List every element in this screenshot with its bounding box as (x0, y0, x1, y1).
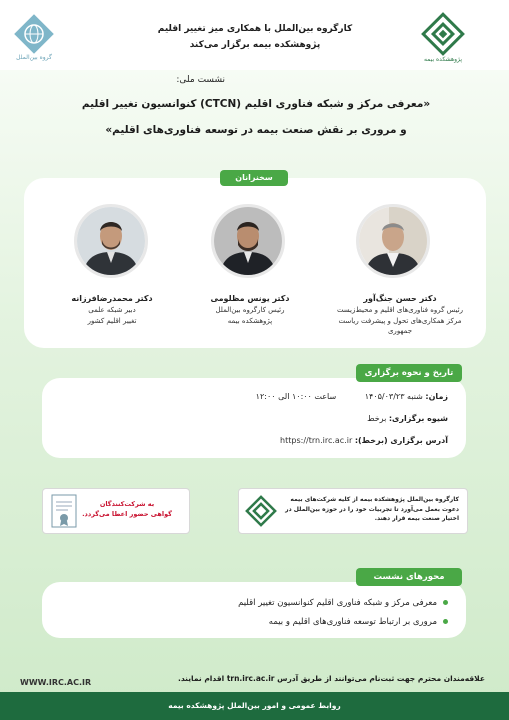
bottom-bar-text: روابط عمومی و امور بین‌الملل پژوهشکده بیمه (168, 701, 341, 710)
date-label: زمان: (425, 392, 448, 401)
speaker-2-role1: رئیس کارگروه بین‌الملل (215, 306, 285, 314)
workshop-title-line2: پژوهشکده بیمه برگزار می‌کند (189, 40, 321, 50)
topics-card (42, 582, 466, 638)
speaker-1 (330, 294, 470, 337)
certificate-line2: گواهی حضور اعطا می‌گردد. (82, 510, 172, 519)
details-label: تاریخ و نحوه برگزاری (356, 364, 462, 382)
workshop-title-line1: کارگروه بین‌الملل با همکاری میز تغییر اقلیم (157, 24, 353, 34)
speaker-photo-3 (74, 204, 148, 278)
speaker-1-role2: مرکز همکاری‌های تحول و پیشرفت ریاست جمهوری (338, 316, 462, 335)
details-card (42, 378, 466, 458)
speaker-photo-2 (211, 204, 285, 278)
certificate-line1: به شرکت‌کنندگان (99, 500, 155, 508)
session-label: نشست ملی: (176, 75, 225, 85)
speaker-2-role2: پژوهشکده بیمه (227, 316, 273, 325)
speaker-2 (180, 294, 320, 326)
invitation-line3: اختیار صنعت بیمه قرار دهند. (374, 515, 459, 523)
speaker-3-role1: دبیر شبکه علمی (88, 306, 136, 314)
bullet-icon (443, 619, 448, 624)
speaker-1-role1: رئیس گروه فناوری‌های اقلیم و محیط‌زیست (336, 306, 464, 314)
certificate-icon (51, 494, 77, 532)
speaker-photo-1 (356, 204, 430, 278)
registration-note: علاقه‌مندان محترم جهت ثبت‌نام می‌توانند از طریق آدرس trn.irc.ac.ir اقدام نمایند. (177, 674, 485, 683)
address-row (280, 436, 448, 445)
address-label: آدرس برگزاری (برخط): (354, 436, 448, 445)
topic-item: مروری بر ارتباط توسعه فناوری‌های اقلیم و بیمه (269, 617, 448, 627)
speaker-2-name: دکتر یونس مظلومی (210, 294, 290, 303)
address-link[interactable]: https://trn.irc.ac.ir (280, 436, 353, 445)
mode-value: برخط (367, 414, 387, 423)
speaker-3-role2: تغییر اقلیم کشور (87, 316, 137, 325)
invitation-line1: کارگروه بین‌الملل پژوهشکده بیمه از کلیه شرکت‌های بیمه (290, 496, 459, 503)
right-logo-caption: پژوهشکده بیمه (423, 56, 463, 63)
header (0, 0, 509, 70)
speakers-label: سخنرانان (220, 170, 288, 186)
topics-label: محورهای نشست (356, 568, 462, 586)
invitation-line2: دعوت بعمل می‌آورد تا تجربیات خود را در حوزه بین‌الملل در (285, 505, 459, 513)
speaker-3 (42, 294, 182, 326)
session-title-line2: و مروری بر نقش صنعت بیمه در توسعه فناوری‌های اقلیم» (105, 124, 407, 136)
topic-item: معرفی مرکز و شبکه فناوری اقلیم کنوانسیون تغییر اقلیم (238, 598, 448, 608)
mode-label: شیوه برگزاری: (388, 414, 448, 423)
invitation-text (273, 495, 459, 524)
certificate-text (75, 499, 179, 520)
speaker-3-name: دکتر محمدرضافرزانه (71, 294, 153, 303)
website-link[interactable]: WWW.IRC.AC.IR (20, 678, 92, 687)
date-value: شنبه ۱۴۰۵/۰۳/۲۳ (364, 392, 423, 401)
date-row (52, 392, 448, 401)
speaker-1-name: دکتر حسن جنگ‌آور (363, 294, 437, 303)
left-logo-caption: گروه بین‌الملل (16, 54, 52, 61)
bullet-icon (443, 600, 448, 605)
mode-row (367, 414, 448, 423)
time-value: ساعت ۱۰:۰۰ الی ۱۲:۰۰ (255, 392, 337, 401)
invitation-box (238, 488, 468, 534)
bottom-bar (0, 692, 509, 720)
session-title-line1: «معرفی مرکز و شبکه فناوری اقلیم (CTCN) کنوانسیون تغییر اقلیم (81, 98, 431, 110)
certificate-box (42, 488, 190, 534)
